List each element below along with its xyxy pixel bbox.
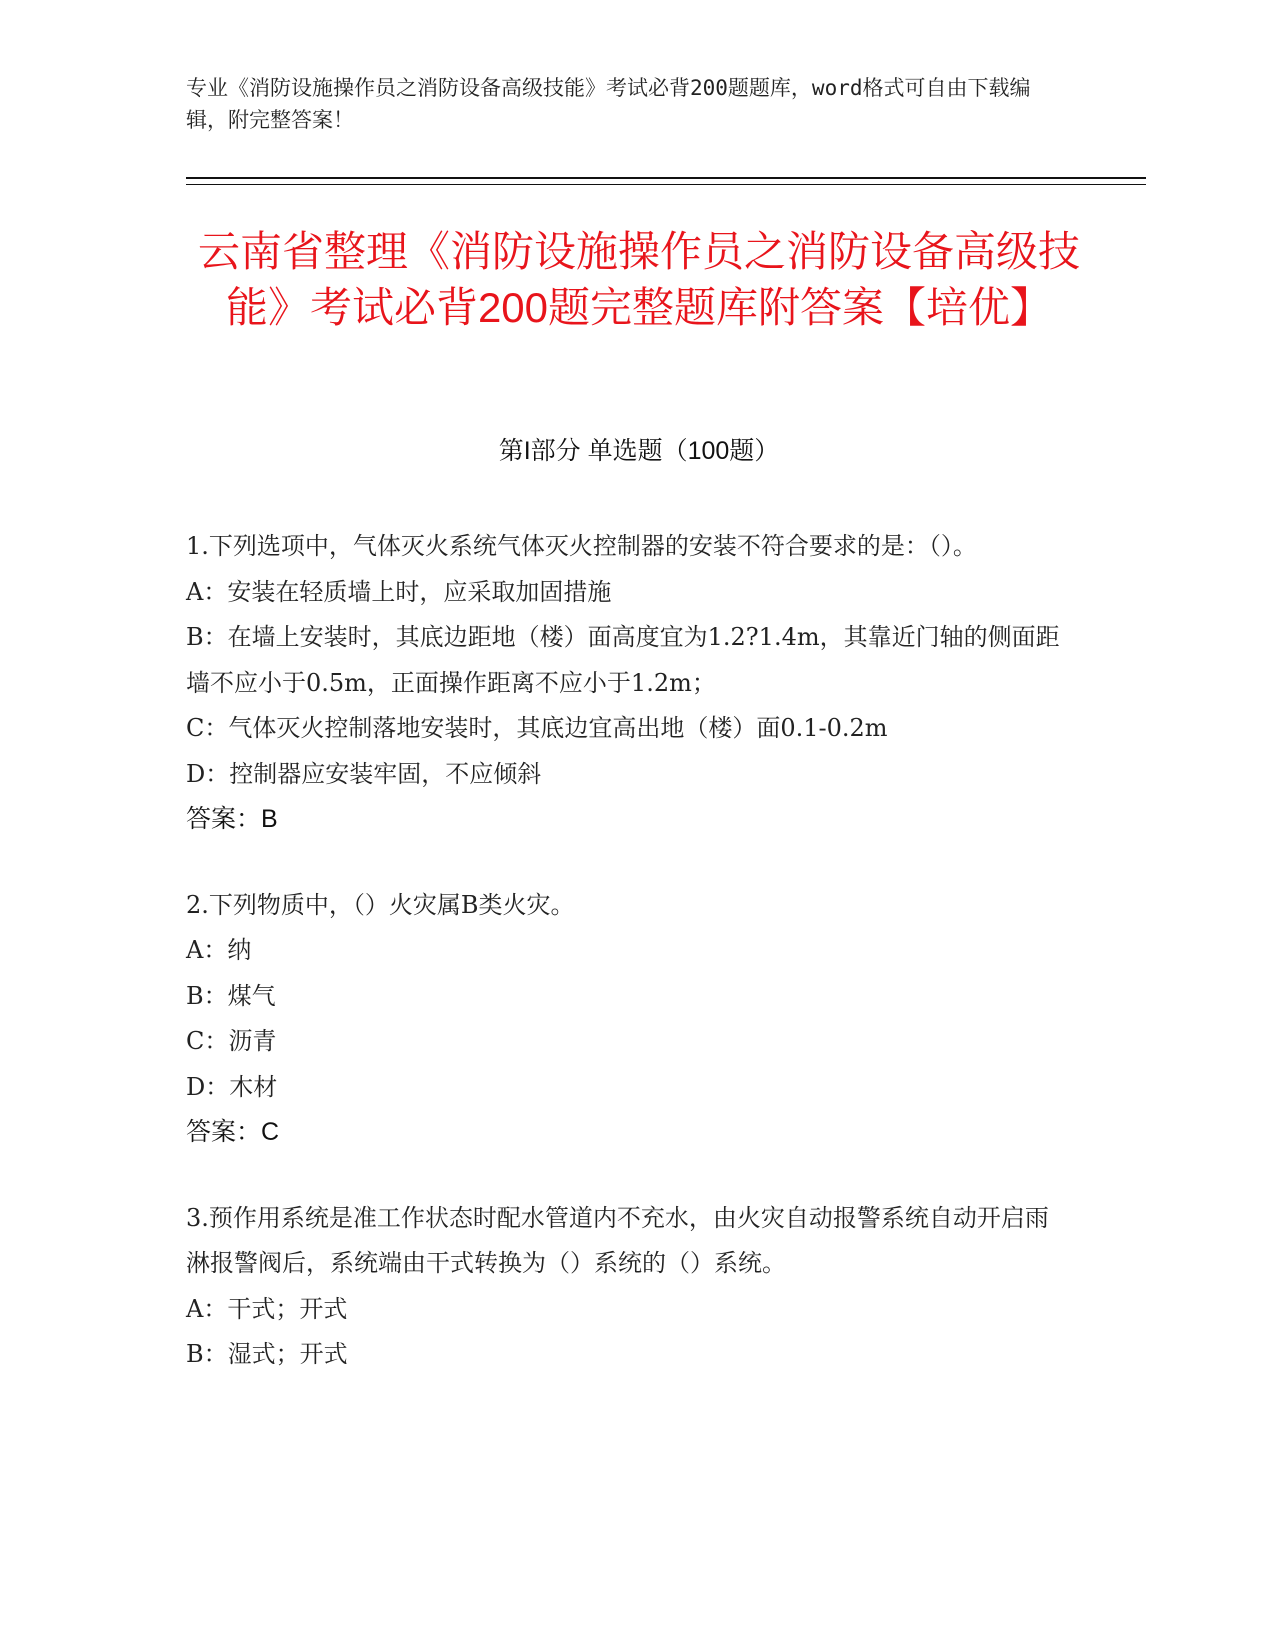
option-b: B：湿式；开式 <box>186 1340 348 1368</box>
answer-line: 答案：B <box>186 805 278 833</box>
option-d: D：控制器应安装牢固，不应倾斜 <box>186 759 542 788</box>
question-3 <box>186 1196 1066 1378</box>
option-c: C：气体灭火控制落地安装时，其底边宜高出地（楼）面0.1-0.2m <box>186 714 888 742</box>
header-divider-thick <box>186 177 1146 179</box>
header-divider-thin <box>186 184 1146 185</box>
option-c: C：沥青 <box>186 1027 277 1055</box>
question-stem: 2.下列物质中，（）火灾属B类火灾。 <box>186 890 575 919</box>
option-b: B：煤气 <box>186 981 276 1010</box>
header-note: 专业《消防设施操作员之消防设备高级技能》考试必背200题题库，word格式可自由下载编辑，附完整答案！ <box>186 76 1031 132</box>
option-a: A：安装在轻质墙上时，应采取加固措施 <box>186 577 612 606</box>
document-title: 云南省整理《消防设施操作员之消防设备高级技能》考试必背200题完整题库附答案【培优】 <box>197 228 1080 331</box>
question-list <box>186 524 1066 1418</box>
question-2 <box>186 883 1066 1156</box>
answer-line: 答案：C <box>186 1118 280 1146</box>
question-stem: 3.预作用系统是准工作状态时配水管道内不充水，由火灾自动报警系统自动开启雨淋报警阀后，系统端由干式转换为（）系统的（）系统。 <box>186 1203 1049 1277</box>
option-b: B：在墙上安装时，其底边距地（楼）面高度宜为1.2?1.4m，其靠近门轴的侧面距墙不应小于0.5m，正面操作距离不应小于1.2m； <box>186 623 1060 697</box>
question-1 <box>186 524 1066 843</box>
option-d: D：木材 <box>186 1072 278 1101</box>
option-a: A：纳 <box>186 936 252 964</box>
option-a: A：干式；开式 <box>186 1294 348 1323</box>
question-stem: 1.下列选项中，气体灭火系统气体灭火控制器的安装不符合要求的是：（）。 <box>186 532 977 560</box>
section-heading: 第I部分 单选题（100题） <box>498 437 780 465</box>
